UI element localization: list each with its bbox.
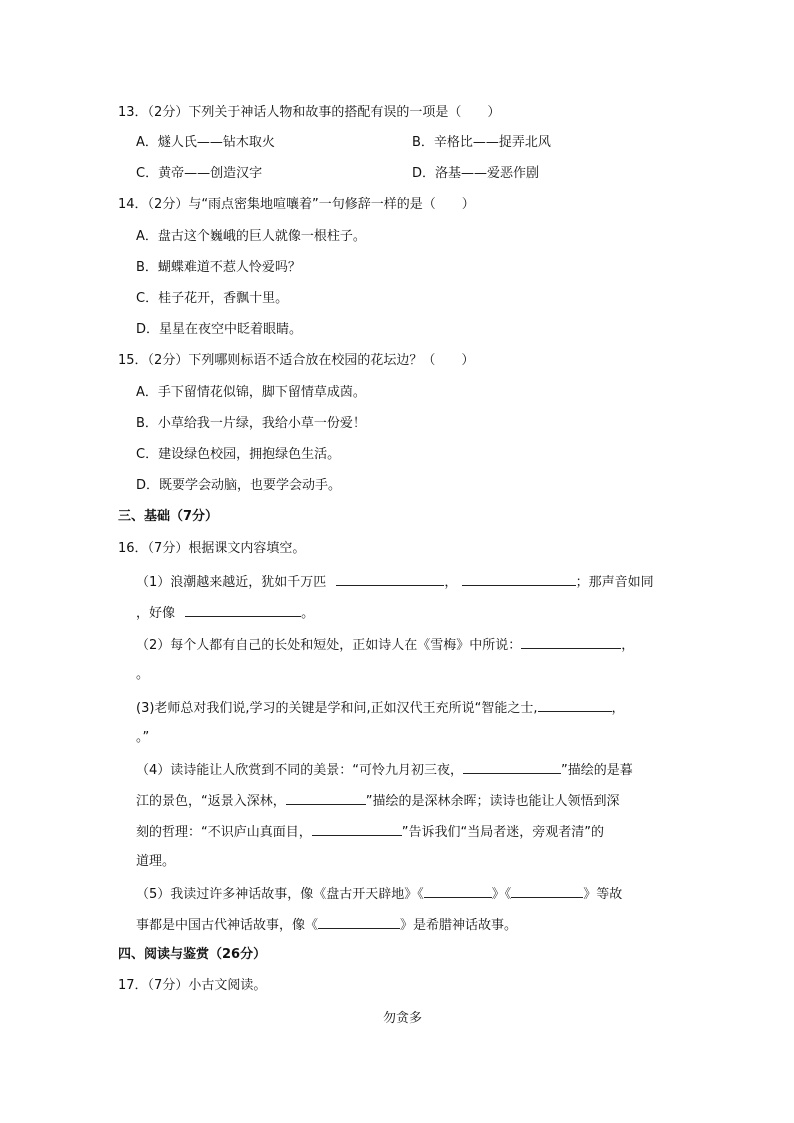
q16-part3-text-a: (3)老师总对我们说,学习的关键是学和问,正如汉代王充所说“智能之士, [136, 701, 538, 716]
q16-part3-end: 。” [136, 730, 150, 745]
q16-part5-text-b: 》《 [491, 887, 512, 902]
q16-part5-text-c: 》等故 [583, 887, 623, 902]
q13-option-b: B．辛格比——捉弄北风 [412, 135, 551, 150]
q15-option-d: D．既要学会动脑，也要学会动手。 [136, 478, 342, 493]
q16-part1-text-c: ，好像 [136, 606, 176, 621]
q16-part4-text-g: 道理。 [136, 854, 176, 869]
fill-blank[interactable] [511, 884, 583, 898]
q16-part1-text-a: （1）浪潮越来越近，犹如千万匹 [136, 575, 327, 590]
q15-option-a: A．手下留情花似锦，脚下留情草成茵。 [136, 385, 366, 400]
q16-part1-text-b: ；那声音如同 [575, 575, 654, 590]
q17-stem: 17．（7分）小古文阅读。 [118, 978, 267, 993]
q16-part4-text-e: 刻的哲理：“不识庐山真面目， [136, 825, 312, 840]
q16-part5-text-e: 》是希腊神话故事。 [400, 918, 518, 933]
q15-stem: 15．（2分）下列哪则标语不适合放在校园的花坛边？（ ） [118, 353, 475, 368]
q16-part4-text-d: ”描绘的是深林余晖；读诗也能让人领悟到深 [365, 794, 620, 809]
fill-blank[interactable] [185, 603, 301, 617]
q16-part5-line2 [136, 915, 517, 935]
fill-blank[interactable] [318, 915, 400, 929]
fill-blank[interactable] [424, 884, 492, 898]
q13-option-c: C．黄帝——创造汉字 [136, 166, 263, 181]
section-heading-reading: 四、阅读与鉴赏（26分） [118, 947, 267, 962]
q14-stem: 14．（2分）与“雨点密集地喧嚷着”一句修辞一样的是（ ） [118, 197, 475, 212]
q16-part2-end: 。 [136, 667, 150, 682]
q16-part1-comma: ， [444, 575, 458, 590]
fill-blank[interactable] [312, 822, 402, 836]
q16-part5-text-d: 事都是中国古代神话故事，像《 [136, 918, 319, 933]
fill-blank[interactable] [336, 572, 444, 586]
q16-part2-line1 [136, 635, 634, 655]
q13-option-a: A．燧人氏——钻木取火 [136, 135, 275, 150]
q16-part1-line2 [136, 603, 314, 623]
q16-part2-line2 [136, 666, 149, 684]
q16-part4-line3 [136, 822, 604, 842]
q14-option-a: A．盘古这个巍峨的巨人就像一根柱子。 [136, 229, 366, 244]
q16-part5-line1 [136, 884, 622, 904]
q16-part4-line2 [136, 791, 620, 811]
q13-stem: 13．（2分）下列关于神话人物和故事的搭配有误的一项是（ ） [118, 105, 501, 120]
q16-part1-line1 [136, 572, 654, 592]
q13-option-d: D．洛基——爱恶作剧 [412, 166, 540, 181]
q14-option-c: C．桂子花开，香飘十里。 [136, 291, 289, 306]
q16-part4-line1 [136, 760, 633, 780]
fill-blank[interactable] [462, 572, 576, 586]
section-heading-basics: 三、基础（7分） [118, 509, 219, 524]
fill-blank[interactable] [463, 760, 561, 774]
q16-stem: 16．（7分）根据课文内容填空。 [118, 541, 306, 556]
q16-part3-comma: ， [611, 701, 625, 716]
q14-option-d: D．星星在夜空中眨着眼睛。 [136, 322, 303, 337]
passage-title: 勿贪多 [383, 1011, 423, 1026]
q16-part1-end: 。 [301, 606, 315, 621]
q16-part5-text-a: （5）我读过许多神话故事，像《盘古开天辟地》《 [136, 887, 424, 902]
q16-part2-text-a: （2）每个人都有自己的长处和短处，正如诗人在《雪梅》中所说： [136, 638, 522, 653]
q16-part4-text-b: ”描绘的是暮 [561, 763, 633, 778]
q15-option-c: C．建设绿色校园，拥抱绿色生活。 [136, 447, 341, 462]
q15-option-b: B．小草给我一片绿，我给小草一份爱！ [136, 416, 366, 431]
q16-part3-line2 [136, 729, 149, 747]
q16-part2-comma: ， [621, 638, 635, 653]
q16-part4-text-c: 江的景色，“返景入深林， [136, 794, 286, 809]
q16-part4-line4 [136, 853, 175, 871]
q16-part3-line1 [136, 698, 625, 718]
fill-blank[interactable] [521, 635, 621, 649]
q16-part4-text-f: ”告诉我们“当局者迷，旁观者清”的 [401, 825, 604, 840]
fill-blank[interactable] [538, 698, 612, 712]
q16-part4-text-a: （4）读诗能让人欣赏到不同的美景：“可怜九月初三夜， [136, 763, 464, 778]
fill-blank[interactable] [286, 791, 366, 805]
q14-option-b: B．蝴蝶难道不惹人怜爱吗？ [136, 260, 301, 275]
